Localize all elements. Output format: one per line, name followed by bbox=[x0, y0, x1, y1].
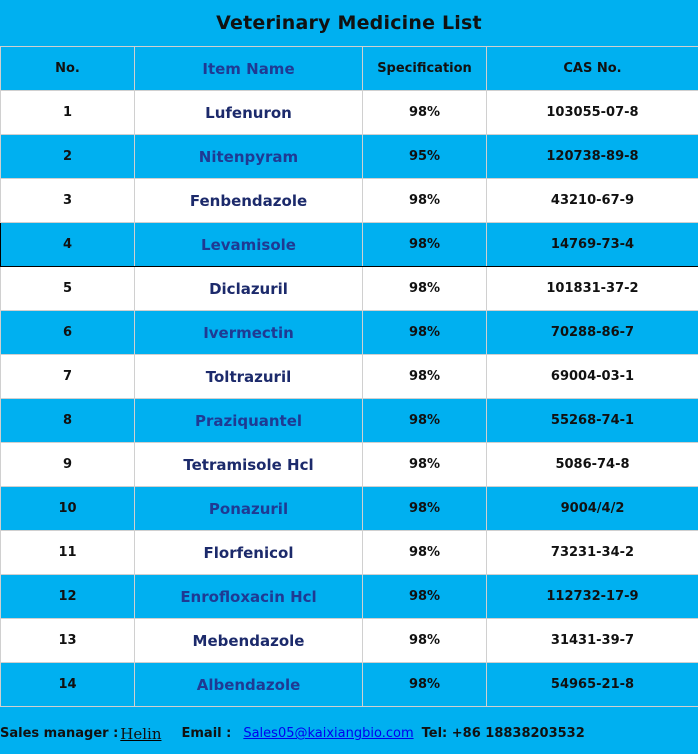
cas-number: 55268-74-1 bbox=[487, 399, 698, 443]
cas-number: 103055-07-8 bbox=[487, 91, 698, 135]
specification: 95% bbox=[363, 135, 487, 179]
row-number: 14 bbox=[1, 663, 135, 707]
specification: 98% bbox=[363, 311, 487, 355]
row-number: 11 bbox=[1, 531, 135, 575]
cas-number: 112732-17-9 bbox=[487, 575, 698, 619]
specification: 98% bbox=[363, 531, 487, 575]
telephone-text: Tel: +86 18838203532 bbox=[421, 726, 585, 741]
table-row bbox=[1, 531, 698, 575]
cas-number: 120738-89-8 bbox=[487, 135, 698, 179]
item-name: Lufenuron bbox=[135, 91, 363, 135]
cas-number: 54965-21-8 bbox=[487, 663, 698, 707]
specification: 98% bbox=[363, 91, 487, 135]
table-row bbox=[1, 619, 698, 663]
cas-number: 43210-67-9 bbox=[487, 179, 698, 223]
cas-number: 5086-74-8 bbox=[487, 443, 698, 487]
specification: 98% bbox=[363, 267, 487, 311]
cas-number: 101831-37-2 bbox=[487, 267, 698, 311]
sales-manager-label: Sales manager : bbox=[0, 726, 119, 741]
cas-number: 69004-03-1 bbox=[487, 355, 698, 399]
table-row bbox=[1, 443, 698, 487]
header-specification: Specification bbox=[363, 47, 487, 91]
table-row bbox=[1, 267, 698, 311]
header-item-name: Item Name bbox=[135, 47, 363, 91]
header-row bbox=[1, 47, 698, 91]
item-name: Praziquantel bbox=[135, 399, 363, 443]
cas-number: 31431-39-7 bbox=[487, 619, 698, 663]
table-row bbox=[1, 487, 698, 531]
item-name: Fenbendazole bbox=[135, 179, 363, 223]
specification: 98% bbox=[363, 223, 487, 267]
table-row bbox=[1, 663, 698, 707]
specification: 98% bbox=[363, 179, 487, 223]
specification: 98% bbox=[363, 663, 487, 707]
table-row bbox=[1, 355, 698, 399]
specification: 98% bbox=[363, 619, 487, 663]
row-number: 7 bbox=[1, 355, 135, 399]
cas-number: 9004/4/2 bbox=[487, 487, 698, 531]
row-number: 1 bbox=[1, 91, 135, 135]
table-row bbox=[1, 311, 698, 355]
email-link[interactable]: Sales05@kaixiangbio.com bbox=[243, 726, 414, 741]
contact-footer bbox=[0, 713, 698, 754]
sales-manager-name: Helin bbox=[120, 724, 162, 743]
cas-number: 73231-34-2 bbox=[487, 531, 698, 575]
row-number: 12 bbox=[1, 575, 135, 619]
specification: 98% bbox=[363, 487, 487, 531]
table-row bbox=[1, 575, 698, 619]
item-name: Tetramisole Hcl bbox=[135, 443, 363, 487]
sheet-title: Veterinary Medicine List bbox=[216, 12, 482, 34]
table-row bbox=[1, 179, 698, 223]
item-name: Albendazole bbox=[135, 663, 363, 707]
table-row bbox=[1, 91, 698, 135]
item-name: Diclazuril bbox=[135, 267, 363, 311]
specification: 98% bbox=[363, 575, 487, 619]
item-name: Nitenpyram bbox=[135, 135, 363, 179]
table-row bbox=[1, 223, 698, 267]
cas-number: 14769-73-4 bbox=[487, 223, 698, 267]
item-name: Enrofloxacin Hcl bbox=[135, 575, 363, 619]
row-number: 2 bbox=[1, 135, 135, 179]
item-name: Levamisole bbox=[135, 223, 363, 267]
header-no: No. bbox=[1, 47, 135, 91]
item-name: Ivermectin bbox=[135, 311, 363, 355]
row-number: 4 bbox=[1, 223, 135, 267]
item-name: Mebendazole bbox=[135, 619, 363, 663]
row-number: 9 bbox=[1, 443, 135, 487]
row-number: 10 bbox=[1, 487, 135, 531]
row-number: 3 bbox=[1, 179, 135, 223]
header-cas-no: CAS No. bbox=[487, 47, 698, 91]
row-number: 5 bbox=[1, 267, 135, 311]
item-name: Ponazuril bbox=[135, 487, 363, 531]
row-number: 8 bbox=[1, 399, 135, 443]
email-label: Email : bbox=[181, 726, 232, 741]
table-row bbox=[1, 135, 698, 179]
table-row bbox=[1, 399, 698, 443]
specification: 98% bbox=[363, 399, 487, 443]
item-name: Florfenicol bbox=[135, 531, 363, 575]
specification: 98% bbox=[363, 355, 487, 399]
specification: 98% bbox=[363, 443, 487, 487]
row-number: 6 bbox=[1, 311, 135, 355]
medicine-table bbox=[0, 46, 698, 707]
cas-number: 70288-86-7 bbox=[487, 311, 698, 355]
row-number: 13 bbox=[1, 619, 135, 663]
item-name: Toltrazuril bbox=[135, 355, 363, 399]
